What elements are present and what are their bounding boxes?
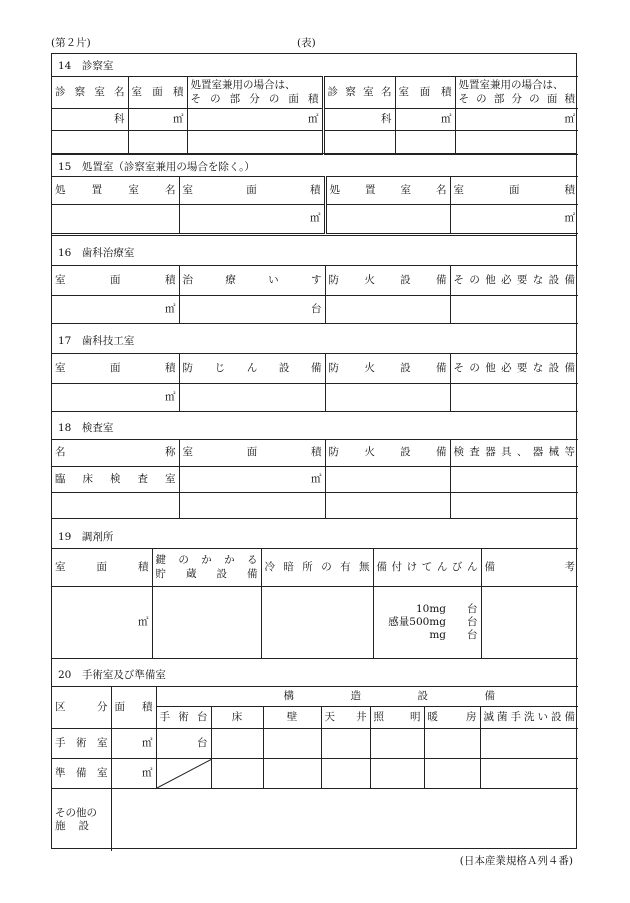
col-other-equipment: その他必要な設備 <box>450 354 578 384</box>
blank-cell[interactable] <box>152 587 261 659</box>
blank-cell[interactable] <box>128 131 187 155</box>
col-structural-equipment: 構造設備 <box>156 687 578 707</box>
col-fire-equipment: 防火設備 <box>325 354 450 384</box>
blank-cell[interactable] <box>187 131 323 155</box>
blank-cell[interactable] <box>325 205 450 234</box>
prep-room-label: 準備室 <box>52 759 111 789</box>
dental-lab-table <box>52 353 578 412</box>
area-cell[interactable]: ㎡ <box>52 296 179 324</box>
not-applicable-cell <box>156 759 211 789</box>
dept-cell[interactable]: 科 <box>52 109 128 131</box>
blank-cell[interactable] <box>325 296 450 324</box>
blank-cell[interactable] <box>450 493 578 519</box>
exam-room-table <box>52 76 578 155</box>
blank-cell[interactable] <box>370 729 424 759</box>
col-shared-area-2: 処置室兼用の場合は、 その部分の面積 <box>455 77 578 109</box>
blank-cell[interactable] <box>450 467 578 493</box>
col-lab-instruments: 検査器具、器械等 <box>450 440 578 467</box>
col-treatment-chair: 治療いす <box>179 266 325 296</box>
blank-cell[interactable] <box>424 759 480 789</box>
blank-cell[interactable] <box>481 587 578 659</box>
col-room-area: 室面積 <box>52 354 179 384</box>
section-19-title: 19 調剤所 <box>58 531 114 543</box>
area-cell-2[interactable]: ㎡ <box>395 109 455 131</box>
other-facilities-cell[interactable] <box>111 789 578 851</box>
blank-cell[interactable] <box>325 467 450 493</box>
blank-cell[interactable] <box>261 587 373 659</box>
shared-area-cell[interactable]: ㎡ <box>187 109 323 131</box>
col-cool-dark-place: 冷暗所の有無 <box>261 549 373 587</box>
col-balance: 備付けてんびん <box>373 549 481 587</box>
operating-room-table <box>52 686 578 851</box>
clinical-lab-cell: 臨床検査室 <box>52 467 179 493</box>
col-sterile-handwash: 滅菌手洗い設備 <box>480 707 578 729</box>
area-cell[interactable]: ㎡ <box>179 205 325 234</box>
form-frame <box>51 53 577 849</box>
balance-cell[interactable]: 10mg 台 感量500mg 台 mg 台 <box>373 587 481 659</box>
col-heating: 暖房 <box>424 707 480 729</box>
other-facilities-label: その他の 施設 <box>52 789 111 851</box>
blank-cell[interactable] <box>263 759 321 789</box>
dispensary-table <box>52 548 578 659</box>
col-exam-room-name-2: 診察室名 <box>323 77 395 109</box>
blank-cell[interactable] <box>325 493 450 519</box>
blank-cell[interactable] <box>395 131 455 155</box>
col-category: 区分 <box>52 687 111 729</box>
section-14-title: 14 診察室 <box>58 60 114 72</box>
blank-cell[interactable] <box>52 493 179 519</box>
col-wall: 壁 <box>263 707 321 729</box>
blank-cell[interactable] <box>323 131 395 155</box>
blank-cell[interactable] <box>480 729 578 759</box>
area-cell[interactable]: ㎡ <box>111 729 156 759</box>
col-room-area: 室面積 <box>52 266 179 296</box>
front-side-label: (表) <box>297 37 316 49</box>
blank-cell[interactable] <box>211 729 263 759</box>
area-cell[interactable]: ㎡ <box>52 384 179 412</box>
chair-count-cell[interactable]: 台 <box>179 296 325 324</box>
page-label: (第２片) <box>51 37 91 49</box>
col-lighting: 照明 <box>370 707 424 729</box>
section-14-title-row <box>52 54 576 76</box>
shared-area-cell-2[interactable]: ㎡ <box>455 109 578 131</box>
area-cell[interactable]: ㎡ <box>179 467 325 493</box>
col-operating-table: 手術台 <box>156 707 211 729</box>
col-dust-equipment: 防じん設備 <box>179 354 325 384</box>
col-remarks: 備考 <box>481 549 578 587</box>
blank-cell[interactable] <box>480 759 578 789</box>
blank-cell[interactable] <box>179 384 325 412</box>
col-lockable-storage: 鍵のかかる 貯蔵設備 <box>152 549 261 587</box>
section-15-title-row <box>52 153 576 176</box>
col-treatment-room-name-2: 処置室名 <box>325 177 450 205</box>
blank-cell[interactable] <box>455 131 578 155</box>
blank-cell[interactable] <box>52 131 128 155</box>
blank-cell[interactable] <box>263 729 321 759</box>
blank-cell[interactable] <box>321 729 370 759</box>
area-cell[interactable]: ㎡ <box>52 587 152 659</box>
blank-cell[interactable] <box>370 759 424 789</box>
treatment-room-table <box>52 176 578 234</box>
col-exam-room-name: 診察室名 <box>52 77 128 109</box>
area-cell[interactable]: ㎡ <box>128 109 187 131</box>
blank-cell[interactable] <box>321 759 370 789</box>
col-treatment-room-name: 処置室名 <box>52 177 179 205</box>
col-fire-equipment: 防火設備 <box>325 440 450 467</box>
col-room-area-2: 室面積 <box>450 177 578 205</box>
col-fire-equipment: 防火設備 <box>325 266 450 296</box>
col-room-area: 室面積 <box>179 440 325 467</box>
section-17-title-row <box>52 323 576 354</box>
blank-cell[interactable] <box>52 205 179 234</box>
diagonal-strike <box>157 759 212 788</box>
section-16-title: 16 歯科治療室 <box>58 247 135 259</box>
lab-room-table <box>52 439 578 519</box>
section-17-title: 17 歯科技工室 <box>58 335 135 347</box>
blank-cell[interactable] <box>424 729 480 759</box>
section-19-title-row <box>52 518 576 549</box>
section-18-title: 18 検査室 <box>58 422 114 434</box>
paper-size-note: (日本産業規格Ａ列４番) <box>459 855 573 867</box>
col-floor: 床 <box>211 707 263 729</box>
area-cell-2[interactable]: ㎡ <box>450 205 578 234</box>
col-other-equipment: その他必要な設備 <box>450 266 578 296</box>
blank-cell[interactable] <box>179 493 325 519</box>
section-20-title-row <box>52 658 576 687</box>
col-room-area: 室面積 <box>52 549 152 587</box>
col-area: 面積 <box>111 687 156 729</box>
blank-cell[interactable] <box>325 384 450 412</box>
dept-cell-2[interactable]: 科 <box>323 109 395 131</box>
section-18-title-row <box>52 411 576 440</box>
table-count-cell[interactable]: 台 <box>156 729 211 759</box>
section-16-title-row <box>52 235 576 266</box>
blank-cell[interactable] <box>450 384 578 412</box>
col-shared-area: 処置室兼用の場合は、 その部分の面積 <box>187 77 323 109</box>
section-15-title: 15 処置室（診察室兼用の場合を除く。） <box>58 161 255 173</box>
area-cell[interactable]: ㎡ <box>111 759 156 789</box>
col-name: 名称 <box>52 440 179 467</box>
blank-cell[interactable] <box>211 759 263 789</box>
blank-cell[interactable] <box>450 296 578 324</box>
col-room-area-2: 室面積 <box>395 77 455 109</box>
dental-treatment-table <box>52 265 578 324</box>
col-room-area: 室面積 <box>128 77 187 109</box>
col-ceiling: 天井 <box>321 707 370 729</box>
col-room-area: 室面積 <box>179 177 325 205</box>
operating-room-label: 手術室 <box>52 729 111 759</box>
section-20-title: 20 手術室及び準備室 <box>58 669 166 681</box>
